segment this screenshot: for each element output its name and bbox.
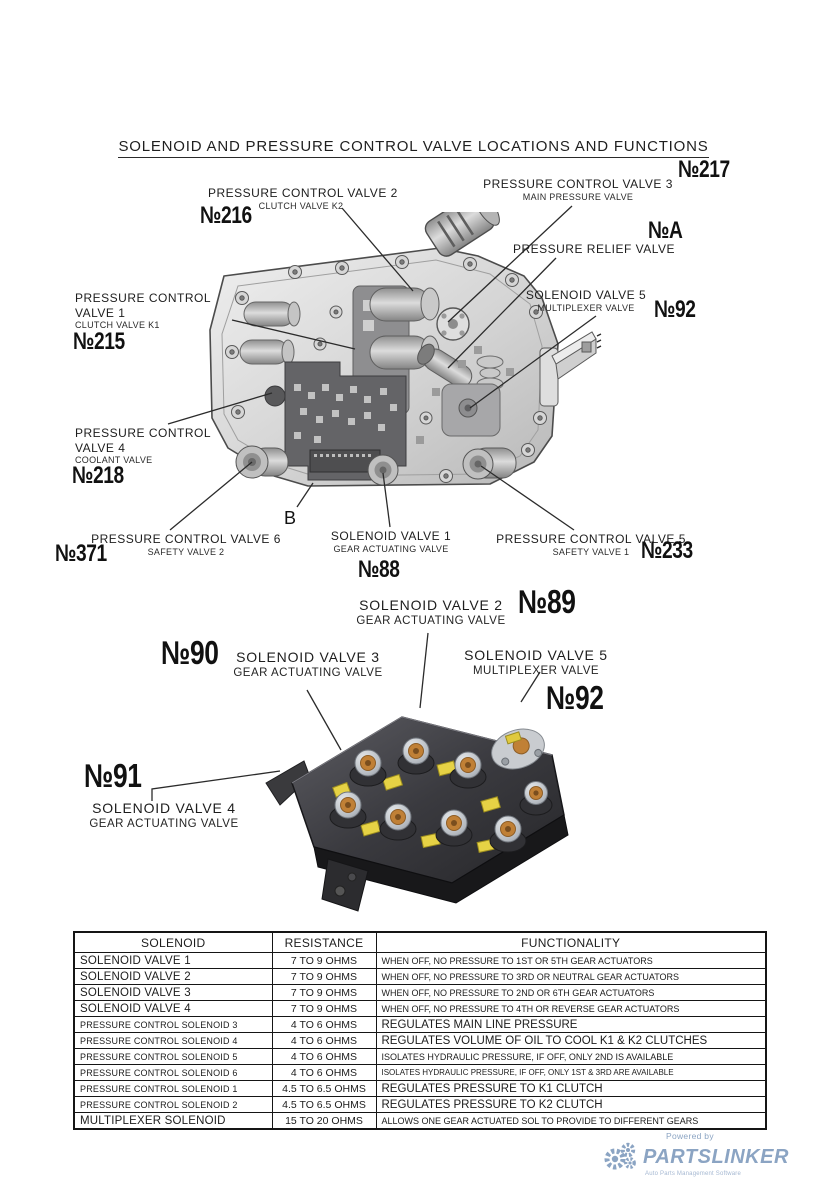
page-title-text: SOLENOID AND PRESSURE CONTROL VALVE LOCATIONS AND FUNCTIONS [118, 138, 708, 158]
cell-solenoid: PRESSURE CONTROL SOLENOID 1 [74, 1081, 272, 1097]
partslinker-watermark [603, 1131, 813, 1177]
connector-b-label: B [284, 508, 297, 528]
solenoid-assembly-photo [252, 665, 592, 913]
cell-functionality: WHEN OFF, NO PRESSURE TO 2ND OR 6TH GEAR ACTUATORS [376, 985, 766, 1001]
clutch-valve-k2 [370, 288, 439, 321]
column-header-functionality: FUNCTIONALITY [376, 932, 766, 953]
table-row [74, 1081, 766, 1097]
callout-number-217: №217 [678, 156, 730, 183]
callout-number-89: №89 [518, 583, 576, 620]
powered-by-text: Powered by [666, 1131, 714, 1141]
cell-functionality: ISOLATES HYDRAULIC PRESSURE, IF OFF, ONLY 1ST & 3RD ARE AVAILABLE [376, 1065, 766, 1081]
cell-functionality: REGULATES PRESSURE TO K1 CLUTCH [376, 1081, 766, 1097]
cell-functionality: REGULATES PRESSURE TO K2 CLUTCH [376, 1097, 766, 1113]
callout-number-215: №215 [73, 328, 125, 355]
cell-resistance: 4 TO 6 OHMS [272, 1017, 376, 1033]
callout-number-a: №A [648, 217, 683, 244]
coolant-valve-boss [265, 386, 285, 406]
cell-functionality: WHEN OFF, NO PRESSURE TO 3RD OR NEUTRAL GEAR ACTUATORS [376, 969, 766, 985]
table-row [74, 969, 766, 985]
table-row [74, 1097, 766, 1113]
callout-number-233: №233 [641, 537, 693, 564]
callout-number-92-d1: №92 [654, 296, 696, 323]
bottom-boss-middle [368, 455, 398, 485]
brand-tagline: Auto Parts Management Software [645, 1171, 742, 1177]
label-pressure-control-valve-1: PRESSURE CONTROL VALVE 1 CLUTCH VALVE K1 [75, 291, 212, 331]
cell-resistance: 7 TO 9 OHMS [272, 985, 376, 1001]
multiplexer-pad [442, 384, 500, 436]
label-solenoid-valve-5-d1: SOLENOID VALVE 5 MULTIPLEXER VALVE [525, 288, 647, 313]
table-header-row [74, 932, 766, 953]
callout-number-371: №371 [55, 540, 107, 567]
cell-solenoid: PRESSURE CONTROL SOLENOID 3 [74, 1017, 272, 1033]
callout-number-218: №218 [72, 462, 124, 489]
table-row [74, 1033, 766, 1049]
gears-icon [603, 1142, 639, 1172]
callout-number-91: №91 [84, 757, 142, 794]
column-header-resistance: RESISTANCE [272, 932, 376, 953]
cell-functionality: REGULATES VOLUME OF OIL TO COOL K1 & K2 CLUTCHES [376, 1033, 766, 1049]
cell-resistance: 4 TO 6 OHMS [272, 1049, 376, 1065]
cell-functionality: REGULATES MAIN LINE PRESSURE [376, 1017, 766, 1033]
cell-solenoid: SOLENOID VALVE 1 [74, 953, 272, 969]
solenoid-table-body [74, 953, 766, 1130]
table-row [74, 1049, 766, 1065]
callout-number-90: №90 [161, 634, 219, 671]
solenoid-table [73, 931, 767, 1130]
cell-resistance: 4.5 TO 6.5 OHMS [272, 1081, 376, 1097]
callout-number-216: №216 [200, 202, 252, 229]
cell-resistance: 4 TO 6 OHMS [272, 1065, 376, 1081]
valve-body-diagram [190, 212, 602, 514]
label-pressure-control-valve-6: PRESSURE CONTROL VALVE 6 SAFETY VALVE 2 [91, 532, 281, 557]
column-header-solenoid: SOLENOID [74, 932, 272, 953]
cell-functionality: WHEN OFF, NO PRESSURE TO 1ST OR 5TH GEAR ACTUATORS [376, 953, 766, 969]
cell-functionality: WHEN OFF, NO PRESSURE TO 4TH OR REVERSE GEAR ACTUATORS [376, 1001, 766, 1017]
label-solenoid-valve-3: SOLENOID VALVE 3 GEAR ACTUATING VALVE [233, 649, 383, 680]
cell-resistance: 7 TO 9 OHMS [272, 953, 376, 969]
label-pressure-control-valve-5: PRESSURE CONTROL VALVE 5 SAFETY VALVE 1 [496, 532, 686, 557]
callout-number-88: №88 [358, 556, 400, 583]
cell-solenoid: MULTIPLEXER SOLENOID [74, 1113, 272, 1130]
cell-resistance: 7 TO 9 OHMS [272, 1001, 376, 1017]
label-pressure-control-valve-4: PRESSURE CONTROL VALVE 4 COOLANT VALVE [75, 426, 212, 466]
table-row [74, 985, 766, 1001]
cell-functionality: ALLOWS ONE GEAR ACTUATED SOL TO PROVIDE TO DIFFERENT GEARS [376, 1113, 766, 1130]
cell-solenoid: PRESSURE CONTROL SOLENOID 5 [74, 1049, 272, 1065]
cell-solenoid: SOLENOID VALVE 3 [74, 985, 272, 1001]
label-solenoid-valve-2: SOLENOID VALVE 2 GEAR ACTUATING VALVE [356, 597, 506, 628]
cell-solenoid: PRESSURE CONTROL SOLENOID 6 [74, 1065, 272, 1081]
label-pressure-relief-valve: PRESSURE RELIEF VALVE [512, 242, 676, 256]
table-row [74, 1113, 766, 1130]
cell-solenoid: SOLENOID VALVE 2 [74, 969, 272, 985]
label-solenoid-valve-4: SOLENOID VALVE 4 GEAR ACTUATING VALVE [89, 800, 239, 831]
cell-resistance: 4.5 TO 6.5 OHMS [272, 1097, 376, 1113]
label-solenoid-valve-5-d2: SOLENOID VALVE 5 MULTIPLEXER VALVE [464, 647, 608, 678]
cell-solenoid: SOLENOID VALVE 4 [74, 1001, 272, 1017]
cell-functionality: ISOLATES HYDRAULIC PRESSURE, IF OFF, ONLY 2ND IS AVAILABLE [376, 1049, 766, 1065]
cell-resistance: 15 TO 20 OHMS [272, 1113, 376, 1130]
cell-resistance: 4 TO 6 OHMS [272, 1033, 376, 1049]
table-row [74, 1017, 766, 1033]
cell-solenoid: PRESSURE CONTROL SOLENOID 2 [74, 1097, 272, 1113]
label-pressure-control-valve-3: PRESSURE CONTROL VALVE 3 MAIN PRESSURE VALVE [483, 177, 673, 202]
brand-name: PARTSLINKER [643, 1145, 789, 1168]
page-title [0, 138, 827, 158]
table-row [74, 1001, 766, 1017]
label-pressure-control-valve-2: PRESSURE CONTROL VALVE 2 CLUTCH VALVE K2 [208, 186, 398, 211]
label-solenoid-valve-1: SOLENOID VALVE 1 GEAR ACTUATING VALVE [330, 529, 452, 554]
callout-number-92-d2: №92 [546, 679, 604, 716]
cell-resistance: 7 TO 9 OHMS [272, 969, 376, 985]
table-row [74, 953, 766, 969]
table-row [74, 1065, 766, 1081]
cell-solenoid: PRESSURE CONTROL SOLENOID 4 [74, 1033, 272, 1049]
main-pressure-valve-face [437, 308, 469, 340]
bottom-boss-left [236, 446, 288, 478]
bottom-boss-right [463, 448, 516, 479]
